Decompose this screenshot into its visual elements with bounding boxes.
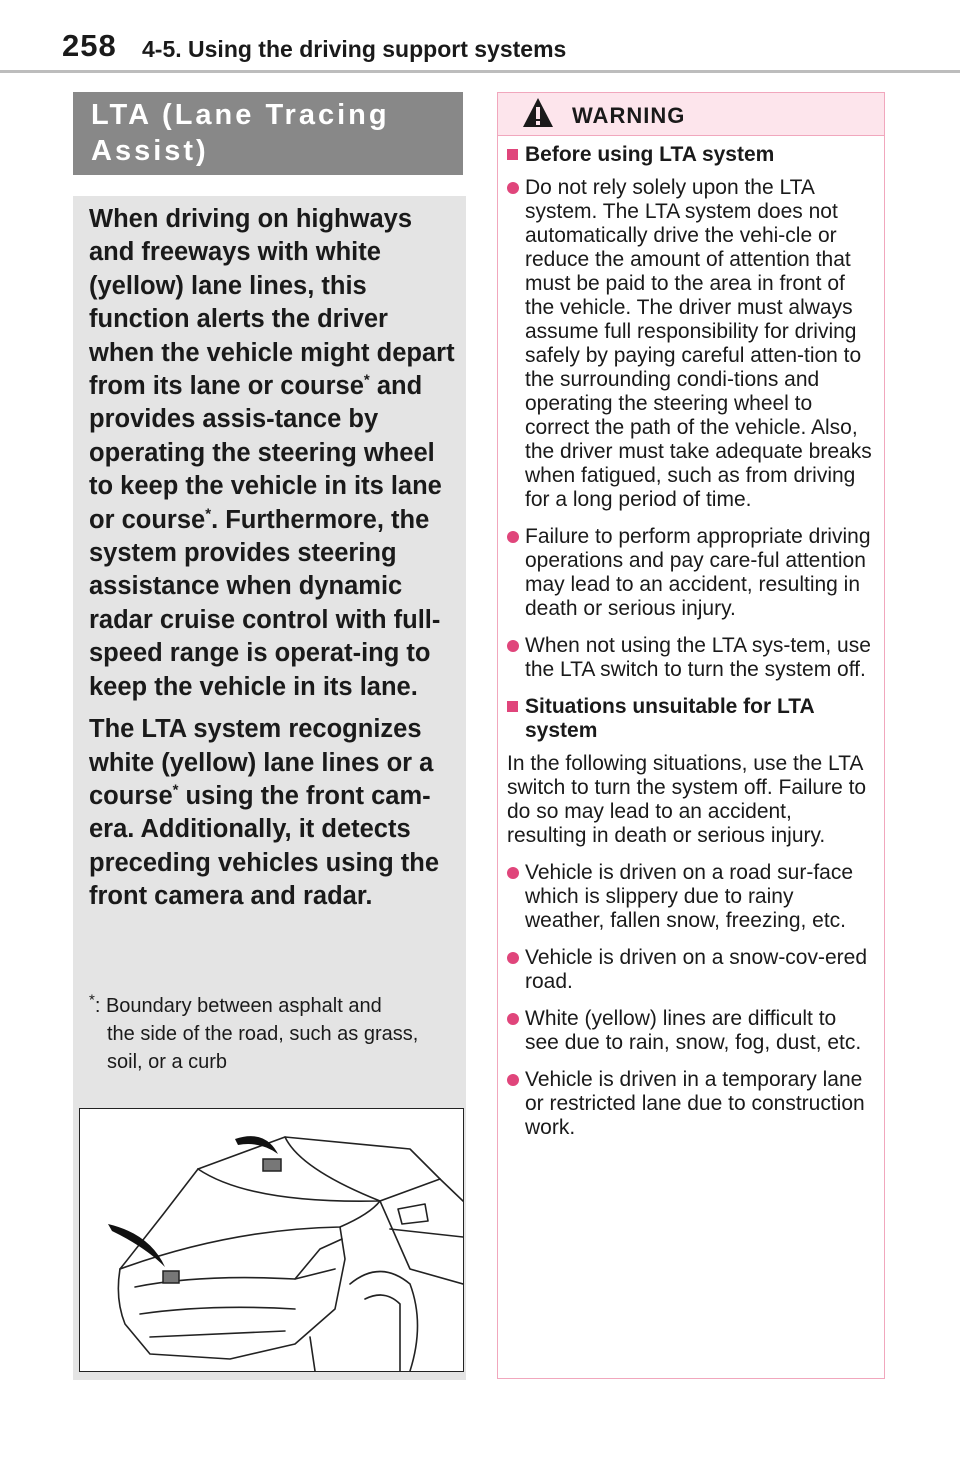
bullet-icon: [507, 867, 519, 879]
asterisk-mark: *: [205, 505, 212, 523]
warning-list-item: [507, 176, 872, 512]
footnote-continuation: the side of the road, such as grass, soil, or a curb: [107, 1023, 419, 1073]
roof-line: [198, 1137, 440, 1179]
intro-p1-part-c: . Furthermore, the system provides steering assistance when dynamic radar cruise control with full-speed range is operat-ing to keep the vehicle in its lane.: [89, 505, 441, 701]
warning-item-text: Vehicle is driven on a road sur-face which is slippery due to rainy weather, fallen snow, freezing, etc.: [525, 861, 854, 932]
header-divider: [0, 70, 960, 73]
warning-section-heading-1: [507, 143, 872, 167]
warning-item-text: Failure to perform appropriate driving operations and pay care-ful attention may lead to an accident, resulting in death or serious injury.: [525, 525, 871, 620]
bullet-icon: [507, 952, 519, 964]
running-title: 4-5. Using the driving support systems: [142, 36, 567, 62]
warning-item-text: Vehicle is driven on a snow-cov-ered road.: [525, 946, 868, 993]
intro-p2-part-b: using the front cam-era. Additionally, it detects preceding vehicles using the front camera and radar.: [89, 781, 440, 911]
warning-triangle-icon: [521, 96, 555, 130]
warning-item-text: When not using the LTA sys-tem, use the LTA switch to turn the system off.: [525, 634, 871, 681]
bullet-icon: [507, 531, 519, 543]
square-bullet-icon: [507, 149, 518, 160]
footnote-line-1: : Boundary between asphalt and: [94, 995, 382, 1017]
warning-section-heading-2: [507, 695, 872, 743]
warning-list-item: [507, 946, 872, 994]
warning-list-item: [507, 1007, 872, 1055]
warning-item-text: White (yellow) lines are difficult to see due to rain, snow, fog, dust, etc.: [525, 1007, 862, 1054]
section-heading-line1: LTA (Lane Tracing: [91, 99, 390, 131]
intro-p2-part-a: The LTA system recognizes white (yellow) lane lines or a course: [89, 715, 434, 810]
warning-section-1-label: Before using LTA system: [525, 143, 775, 166]
intro-p1-part-a: When driving on highways and freeways with white (yellow) lane lines, this function alerts the driver when the vehicle might depart from its lane or course: [89, 205, 455, 401]
warning-list-item: [507, 525, 872, 621]
bullet-icon: [507, 640, 519, 652]
car-front-camera-radar-diagram: [80, 1109, 463, 1371]
warning-title: WARNING: [572, 103, 686, 128]
section-heading: [73, 92, 463, 175]
warning-list-item: [507, 1068, 872, 1140]
asterisk-mark: *: [172, 781, 179, 799]
intro-paragraph-1: [89, 203, 459, 704]
bullet-icon: [507, 1074, 519, 1086]
vehicle-illustration: [79, 1108, 464, 1372]
bullet-icon: [507, 182, 519, 194]
warning-header: [497, 92, 885, 136]
warning-section-2-intro: In the following situations, use the LTA switch to turn the system off. Failure to do so may lead to an accident, resulting in death or serious injury.: [507, 752, 867, 847]
radar-pointer-arrow: [108, 1224, 165, 1267]
warning-item-text: Do not rely solely upon the LTA system. The LTA system does not automatically drive the vehi-cle or reduce the amount of attention that must be paid to the area in front of the vehicle. The driver must always assume full responsibility for driving safely by paying careful atten-tion to the surrounding condi-tions and operating the steering wheel to correct the path of the vehicle. Also, the driver must take adequate breaks when fatigued, such as from driving for a long period of time.: [525, 176, 872, 511]
front-radar: [163, 1271, 179, 1283]
intro-p1-part-b: and provides assis-tance by operating the steering wheel to keep the vehicle in its lane or course: [89, 372, 442, 534]
footnote: [89, 992, 454, 1076]
intro-text: [89, 203, 459, 923]
bullet-icon: [507, 1013, 519, 1025]
warning-body: [507, 143, 872, 1153]
warning-item-text: Vehicle is driven in a temporary lane or restricted lane due to construction work.: [525, 1068, 865, 1139]
windshield-base: [198, 1169, 440, 1201]
front-camera: [263, 1159, 281, 1171]
warning-list-item: [507, 861, 872, 933]
section-heading-line2: Assist): [91, 135, 209, 167]
footnote-asterisk: *: [89, 991, 95, 1009]
warning-list-item: [507, 634, 872, 682]
asterisk-mark: *: [363, 371, 370, 389]
square-bullet-icon: [507, 701, 518, 712]
page-number: 258: [62, 28, 117, 63]
intro-paragraph-2: [89, 713, 459, 913]
warning-section-2-label: Situations unsuitable for LTA system: [525, 695, 814, 742]
camera-pointer-arrow: [235, 1136, 278, 1154]
